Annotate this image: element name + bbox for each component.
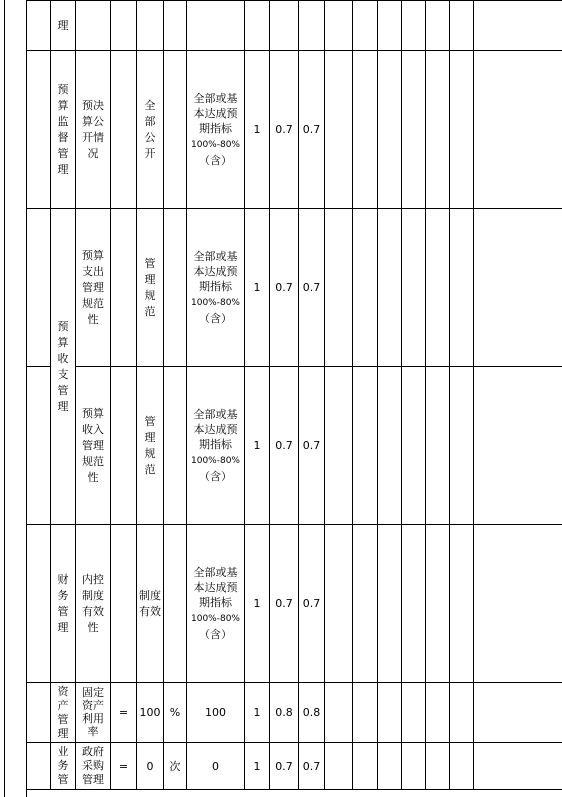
unit-cell bbox=[164, 51, 187, 209]
table-row bbox=[27, 1, 562, 51]
sign-cell bbox=[111, 51, 137, 209]
value-cell: 100 bbox=[137, 683, 164, 743]
weight-cell: 1 bbox=[245, 51, 270, 209]
score-cell: 0.7 bbox=[299, 525, 325, 683]
indicator-cell: 预算支出管理规范性 bbox=[76, 209, 111, 367]
unit-cell bbox=[164, 367, 187, 525]
score-cell: 0.8 bbox=[299, 683, 325, 743]
score-cell: 0.7 bbox=[299, 51, 325, 209]
performance-table bbox=[26, 0, 562, 790]
indicator-cell: 固定资产利用率 bbox=[76, 683, 111, 743]
spacer-cell bbox=[27, 1, 51, 51]
score-cell: 0.8 bbox=[270, 683, 299, 743]
sign-cell bbox=[111, 209, 137, 367]
sign-cell: = bbox=[111, 683, 137, 743]
value-cell: 管理规范 bbox=[137, 209, 164, 367]
value-cell: 管理规范 bbox=[137, 367, 164, 525]
unit-cell: 次 bbox=[164, 743, 187, 790]
value-cell: 制度有效 bbox=[137, 525, 164, 683]
table-row bbox=[27, 683, 562, 743]
value-cell: 0 bbox=[137, 743, 164, 790]
table-row bbox=[27, 743, 562, 790]
target-cell: 全部或基本达成预期指标 100%-80% （含） bbox=[187, 367, 245, 525]
target-cell: 全部或基本达成预期指标 100%-80% （含） bbox=[187, 525, 245, 683]
score-cell: 0.7 bbox=[270, 367, 299, 525]
weight-cell: 1 bbox=[245, 743, 270, 790]
table-row bbox=[27, 51, 562, 209]
category-cell: 业务管 bbox=[51, 743, 76, 790]
indicator-cell: 预决算公开情况 bbox=[76, 51, 111, 209]
score-cell: 0.7 bbox=[270, 209, 299, 367]
category-cell: 预算监督管理 bbox=[51, 51, 76, 209]
target-cell: 0 bbox=[187, 743, 245, 790]
target-cell: 全部或基本达成预期指标 100%-80% （含） bbox=[187, 51, 245, 209]
unit-cell bbox=[164, 209, 187, 367]
unit-cell bbox=[164, 525, 187, 683]
category-cell: 财务管理 bbox=[51, 525, 76, 683]
sign-cell: = bbox=[111, 743, 137, 790]
target-cell: 全部或基本达成预期指标 100%-80% （含） bbox=[187, 209, 245, 367]
unit-cell: % bbox=[164, 683, 187, 743]
weight-cell: 1 bbox=[245, 367, 270, 525]
score-cell: 0.7 bbox=[299, 743, 325, 790]
outer-border-left bbox=[4, 0, 5, 797]
weight-cell: 1 bbox=[245, 209, 270, 367]
indicator-cell: 内控制度有效性 bbox=[76, 525, 111, 683]
score-cell: 0.7 bbox=[299, 367, 325, 525]
weight-cell: 1 bbox=[245, 525, 270, 683]
indicator-cell: 政府采购管理 bbox=[76, 743, 111, 790]
table-row bbox=[27, 367, 562, 525]
sign-cell bbox=[111, 525, 137, 683]
table-row bbox=[27, 525, 562, 683]
score-cell: 0.7 bbox=[270, 51, 299, 209]
category-cell: 预算收支管理 bbox=[51, 209, 76, 525]
category-cell: 资产管理 bbox=[51, 683, 76, 743]
table-row bbox=[27, 209, 562, 367]
category-cell: 理 bbox=[51, 1, 76, 51]
weight-cell: 1 bbox=[245, 683, 270, 743]
target-cell: 100 bbox=[187, 683, 245, 743]
score-cell: 0.7 bbox=[270, 525, 299, 683]
score-cell: 0.7 bbox=[270, 743, 299, 790]
indicator-cell: 预算收入管理规范性 bbox=[76, 367, 111, 525]
value-cell: 全部公开 bbox=[137, 51, 164, 209]
score-cell: 0.7 bbox=[299, 209, 325, 367]
sign-cell bbox=[111, 367, 137, 525]
